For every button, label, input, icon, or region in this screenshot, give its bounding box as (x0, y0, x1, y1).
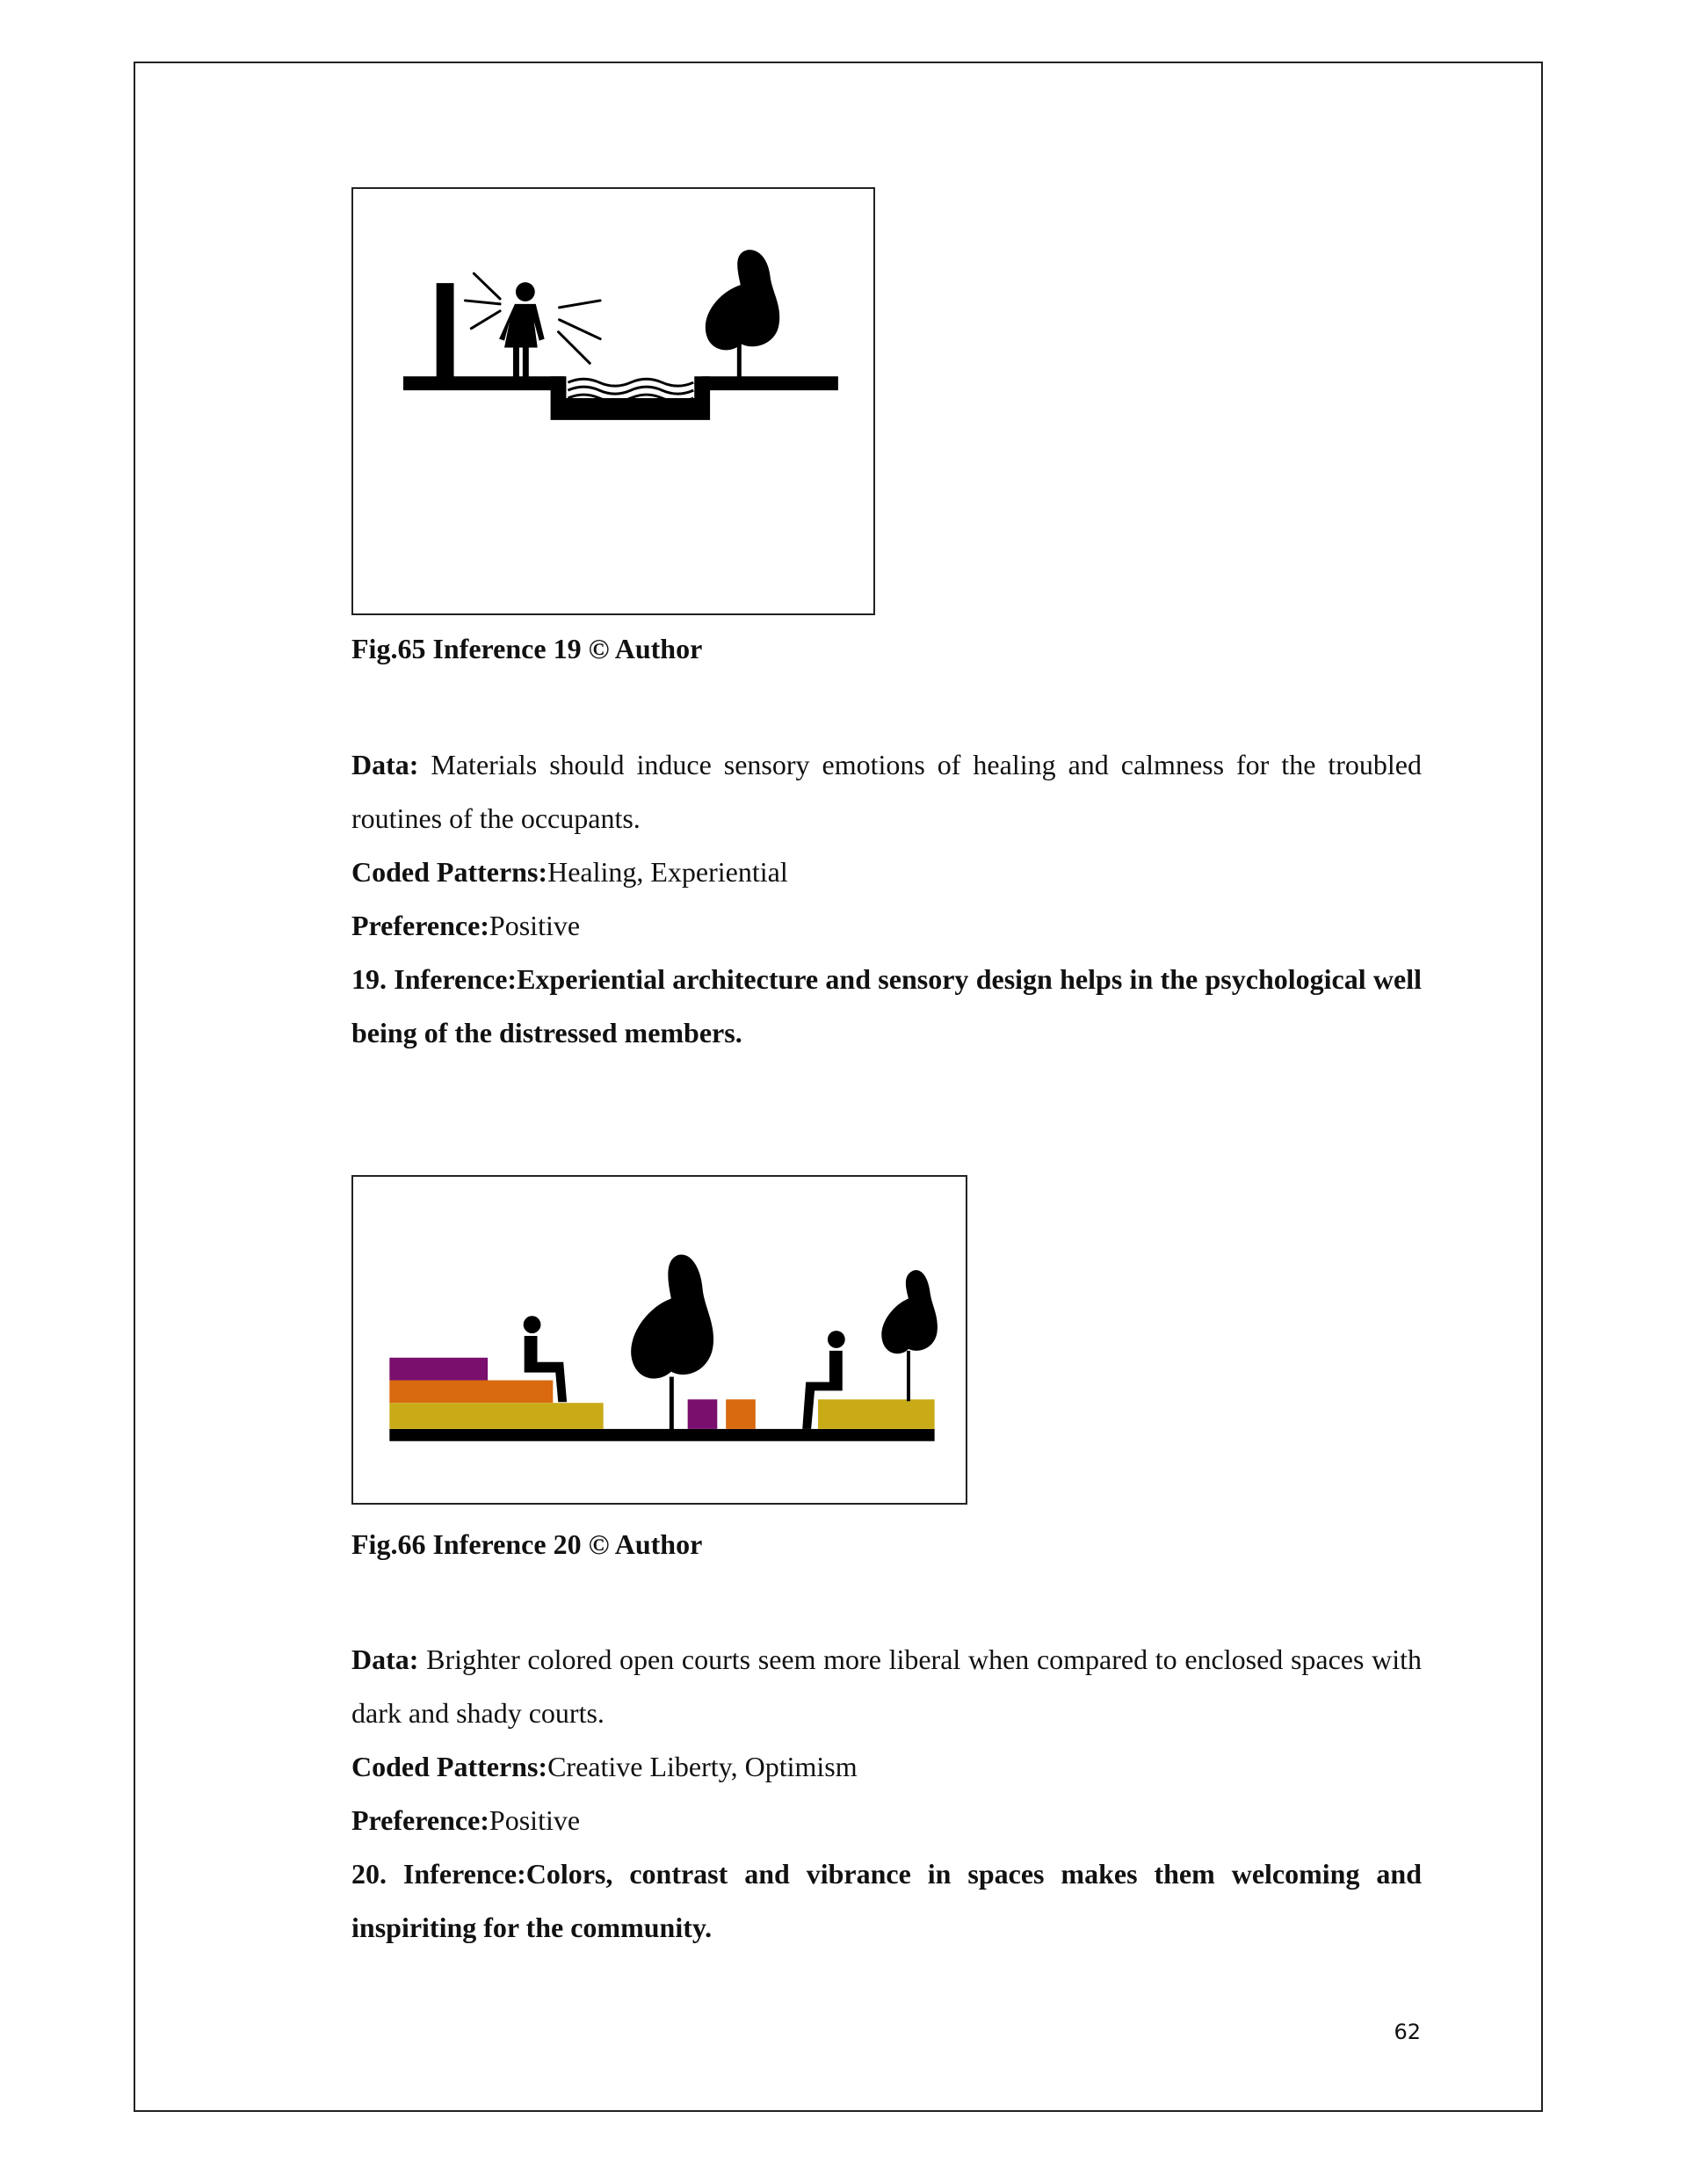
ground-line (389, 1429, 934, 1441)
block-purple (688, 1399, 718, 1429)
coded-text: Creative Liberty, Optimism (547, 1751, 858, 1782)
page-number: 62 (1394, 2020, 1421, 2044)
data-text: Materials should induce sensory emotions of healing and calmness for the troubled routines of the occupants. (351, 749, 1423, 834)
data-paragraph (351, 738, 1422, 845)
tree-icon (881, 1270, 938, 1401)
data-paragraph (351, 1633, 1422, 1740)
figure-65-illustration (351, 187, 875, 615)
preference-label: Preference: (351, 1804, 489, 1836)
preference-text: Positive (489, 910, 581, 941)
data-label: Data: (351, 749, 419, 780)
figure-66-svg (353, 1177, 966, 1503)
ground-right (702, 376, 838, 390)
wall (437, 283, 454, 381)
block-orange (726, 1399, 756, 1429)
preference (351, 899, 1422, 953)
preference (351, 1794, 1422, 1847)
coded-patterns (351, 1740, 1422, 1794)
preference-text: Positive (489, 1804, 581, 1836)
data-text: Brighter colored open courts seem more liberal when compared to enclosed spaces with dark and shady courts. (351, 1643, 1423, 1729)
bench-mustard (818, 1399, 935, 1429)
figure-65-svg (353, 189, 873, 613)
step-orange (389, 1381, 553, 1404)
inference-19-block (351, 738, 1422, 1060)
inference-20-block (351, 1633, 1422, 1955)
figure-66-illustration (351, 1175, 967, 1505)
person-standing-icon (499, 282, 545, 384)
tree-icon (706, 250, 779, 379)
step-mustard (389, 1403, 603, 1429)
preference-label: Preference: (351, 910, 489, 941)
coded-label: Coded Patterns: (351, 1751, 548, 1782)
ground-left (403, 376, 564, 390)
coded-text: Healing, Experiential (547, 856, 788, 888)
coded-label: Coded Patterns: (351, 856, 548, 888)
coded-patterns (351, 845, 1422, 899)
figure-66-caption: Fig.66 Inference 20 © Author (351, 1528, 703, 1560)
inference-statement: 19. Inference:Experiential architecture and sensory design helps in the psychological well being of the distressed members. (351, 963, 1422, 1048)
step-purple (389, 1358, 488, 1381)
inference-statement: 20. Inference:Colors, contrast and vibrance in spaces makes them welcoming and inspiriting for the community. (351, 1858, 1422, 1943)
data-label: Data: (351, 1643, 419, 1675)
figure-65-caption: Fig.65 Inference 19 © Author (351, 633, 703, 664)
